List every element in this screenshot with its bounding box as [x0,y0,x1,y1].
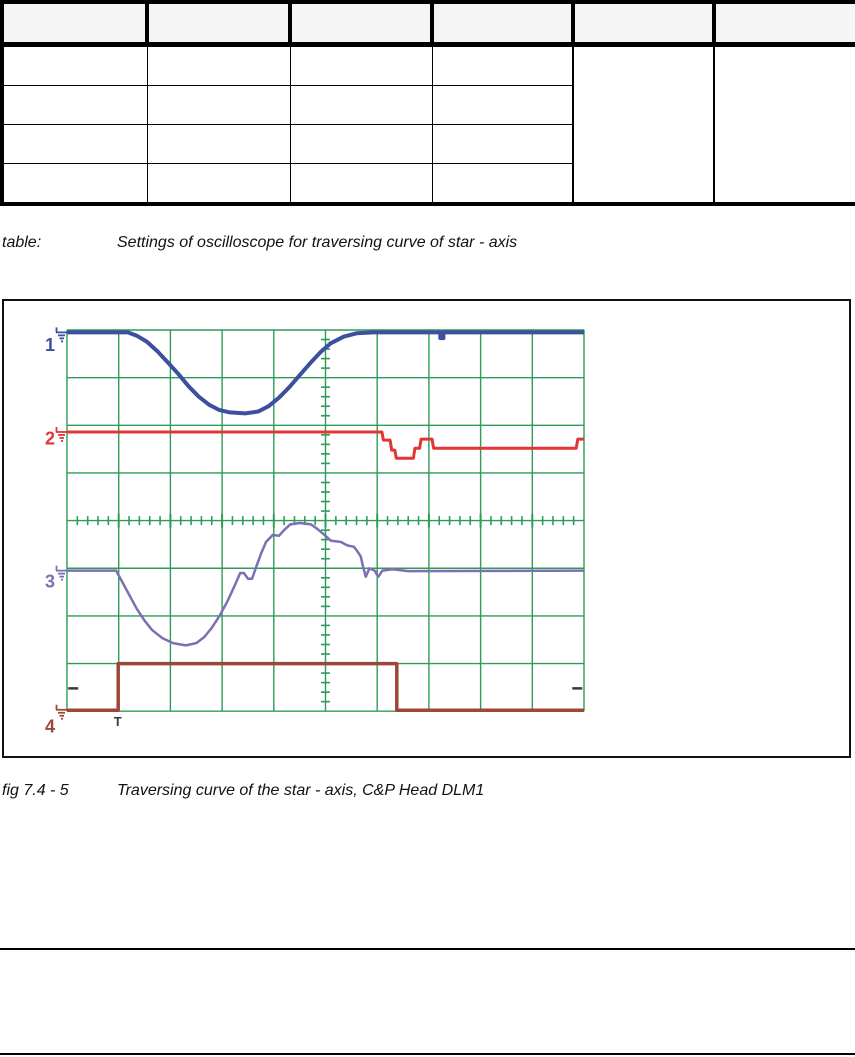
table-cell [432,86,573,125]
trigger-level-marker [572,687,582,690]
figure-caption [0,782,855,804]
header-cell [290,2,432,45]
table-caption-label: table: [2,234,42,251]
trigger-level-marker [68,687,78,690]
table-row [2,45,855,86]
table-cell [290,164,432,205]
table-merged-cell [573,45,714,205]
table-cell [290,45,432,86]
channel-1-label: 1 [45,335,56,356]
channel-3-label: 3 [45,571,56,592]
table-cell [432,45,573,86]
table-cell [432,164,573,205]
oscilloscope-figure [2,299,851,758]
table-caption [0,234,855,256]
oscilloscope-screenshot [4,301,849,756]
footer-rule-bottom [0,1053,855,1055]
figure-caption-label: fig 7.4 - 5 [2,782,69,799]
table-cell [2,164,147,205]
table-cell [432,125,573,164]
trigger-time-marker: T [113,714,122,730]
table-cell [290,86,432,125]
channel-4-label: 4 [45,716,56,737]
header-cell [147,2,290,45]
table-cell [147,45,290,86]
header-cell [2,2,147,45]
table-caption-text: Settings of oscilloscope for traversing curve of star - axis [117,234,518,251]
table-cell [2,45,147,86]
table-cell [147,164,290,205]
table-cell [2,125,147,164]
table-cell [2,86,147,125]
table-cell [147,86,290,125]
table-header-row [2,2,855,45]
table-cell [290,125,432,164]
header-cell [432,2,573,45]
table-cell [147,125,290,164]
table-merged-cell [714,45,855,205]
header-cell [573,2,714,45]
channel-2-label: 2 [45,428,56,449]
figure-caption-text: Traversing curve of the star - axis, C&P Head DLM1 [117,782,485,799]
header-cell [714,2,855,45]
footer-rule-top [0,948,855,950]
oscilloscope-settings-table [0,0,855,206]
